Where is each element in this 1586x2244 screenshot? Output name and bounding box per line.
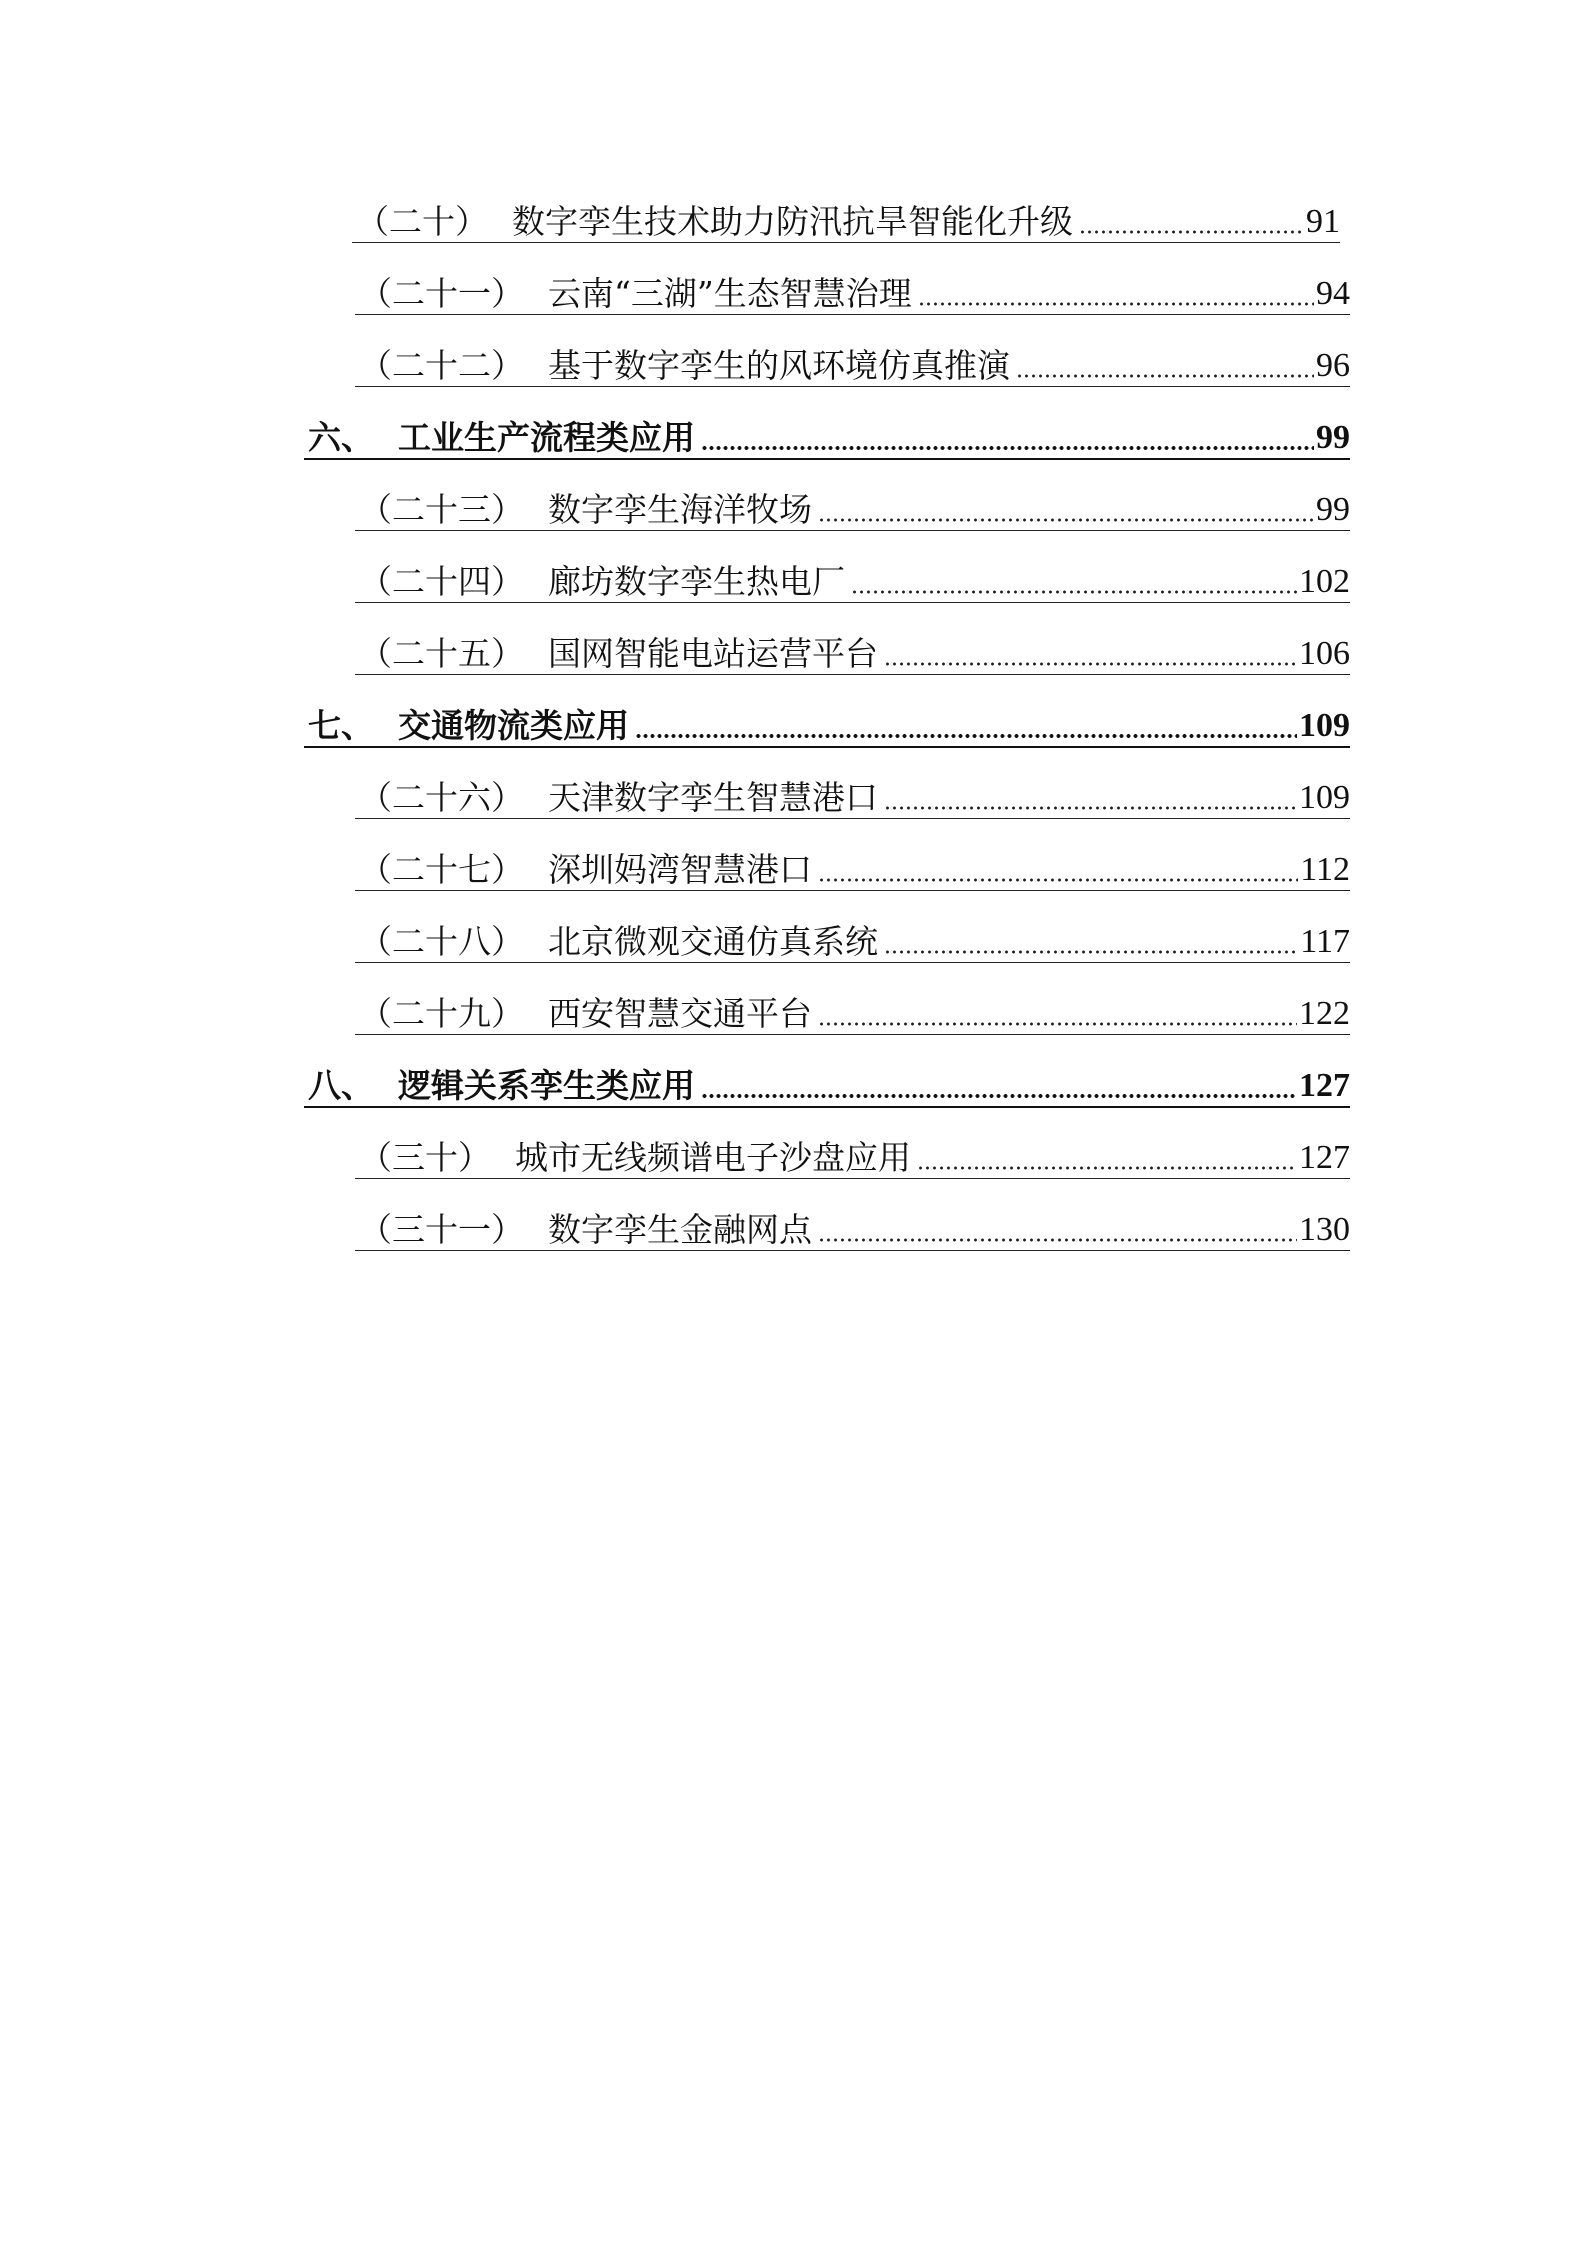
toc-entry-number: （二十八） [359, 922, 524, 961]
dot-leader [701, 1094, 1297, 1098]
toc-entry-20[interactable] [352, 198, 1340, 243]
toc-row [0, 396, 1586, 468]
toc-entry-22[interactable] [355, 342, 1350, 387]
toc-entry-page: 109 [1299, 779, 1350, 816]
dot-leader [884, 662, 1297, 666]
toc-entry-page: 102 [1299, 563, 1350, 600]
dot-leader [917, 1166, 1297, 1170]
toc-entry-28[interactable] [355, 918, 1350, 963]
toc-row [0, 612, 1586, 684]
toc-entry-31[interactable] [355, 1206, 1350, 1251]
toc-entry-page: 96 [1316, 347, 1350, 384]
toc-entry-number: （二十九） [359, 994, 524, 1033]
toc-entry-number: （二十七） [359, 850, 524, 889]
toc-row [0, 972, 1586, 1044]
toc-entry-page: 99 [1316, 491, 1350, 528]
toc-list [0, 180, 1586, 1260]
toc-section-page: 109 [1299, 707, 1350, 744]
toc-row [0, 324, 1586, 396]
toc-entry-number: （三十） [359, 1138, 491, 1177]
toc-entry-title: 天津数字孪生智慧港口 [548, 778, 878, 817]
dot-leader [818, 518, 1314, 522]
toc-row [0, 756, 1586, 828]
toc-entry-page: 112 [1300, 851, 1350, 888]
toc-entry-number: （三十一） [359, 1210, 524, 1249]
toc-entry-page: 122 [1299, 995, 1350, 1032]
dot-leader [1079, 230, 1304, 234]
toc-entry-page: 94 [1316, 275, 1350, 312]
toc-row [0, 540, 1586, 612]
toc-row [0, 252, 1586, 324]
toc-entry-page: 106 [1299, 635, 1350, 672]
toc-entry-number: （二十三） [359, 490, 524, 529]
toc-entry-title: 云南“三湖”生态智慧治理 [548, 274, 912, 313]
toc-entry-title: 数字孪生海洋牧场 [548, 490, 812, 529]
toc-entry-title: 数字孪生金融网点 [548, 1210, 812, 1249]
toc-entry-title: 廊坊数字孪生热电厂 [548, 562, 845, 601]
toc-section-title: 逻辑关系孪生类应用 [398, 1066, 695, 1105]
toc-row [0, 1188, 1586, 1260]
toc-section-title: 工业生产流程类应用 [398, 418, 695, 457]
toc-entry-number: （二十六） [359, 778, 524, 817]
dot-leader [884, 806, 1297, 810]
toc-section-6[interactable] [304, 414, 1350, 460]
toc-entry-number: （二十四） [359, 562, 524, 601]
dot-leader [635, 734, 1297, 738]
toc-entry-title: 基于数字孪生的风环境仿真推演 [548, 346, 1010, 385]
toc-entry-number: （二十五） [359, 634, 524, 673]
toc-entry-29[interactable] [355, 990, 1350, 1035]
toc-row [0, 684, 1586, 756]
toc-section-number: 六、 [308, 418, 374, 457]
toc-entry-page: 130 [1299, 1211, 1350, 1248]
toc-row [0, 828, 1586, 900]
toc-entry-21[interactable] [355, 270, 1350, 315]
toc-entry-number: （二十一） [359, 274, 524, 313]
dot-leader [918, 302, 1314, 306]
toc-entry-title: 西安智慧交通平台 [548, 994, 812, 1033]
toc-entry-number: （二十） [356, 202, 488, 241]
toc-section-page: 99 [1316, 419, 1350, 456]
toc-section-page: 127 [1299, 1067, 1350, 1104]
toc-section-number: 八、 [308, 1066, 374, 1105]
toc-entry-page: 127 [1299, 1139, 1350, 1176]
dot-leader [818, 1022, 1297, 1026]
toc-section-title: 交通物流类应用 [398, 706, 629, 745]
toc-entry-title: 城市无线频谱电子沙盘应用 [515, 1138, 911, 1177]
toc-row [0, 468, 1586, 540]
toc-row [0, 1116, 1586, 1188]
dot-leader [1016, 374, 1314, 378]
toc-section-7[interactable] [304, 702, 1350, 748]
toc-entry-title: 北京微观交通仿真系统 [548, 922, 878, 961]
toc-entry-page: 91 [1306, 203, 1340, 240]
toc-entry-title: 数字孪生技术助力防汛抗旱智能化升级 [512, 202, 1073, 241]
toc-entry-page: 117 [1300, 923, 1350, 960]
toc-row [0, 180, 1586, 252]
dot-leader [818, 878, 1298, 882]
toc-entry-23[interactable] [355, 486, 1350, 531]
toc-entry-number: （二十二） [359, 346, 524, 385]
toc-entry-title: 深圳妈湾智慧港口 [548, 850, 812, 889]
toc-entry-26[interactable] [355, 774, 1350, 819]
dot-leader [701, 446, 1314, 450]
toc-entry-27[interactable] [355, 846, 1350, 891]
toc-entry-24[interactable] [355, 558, 1350, 603]
toc-entry-25[interactable] [355, 630, 1350, 675]
dot-leader [884, 950, 1298, 954]
toc-entry-title: 国网智能电站运营平台 [548, 634, 878, 673]
dot-leader [818, 1238, 1297, 1242]
toc-entry-30[interactable] [355, 1134, 1350, 1179]
toc-row [0, 1044, 1586, 1116]
toc-section-number: 七、 [308, 706, 374, 745]
toc-row [0, 900, 1586, 972]
dot-leader [851, 590, 1297, 594]
toc-section-8[interactable] [304, 1062, 1350, 1108]
